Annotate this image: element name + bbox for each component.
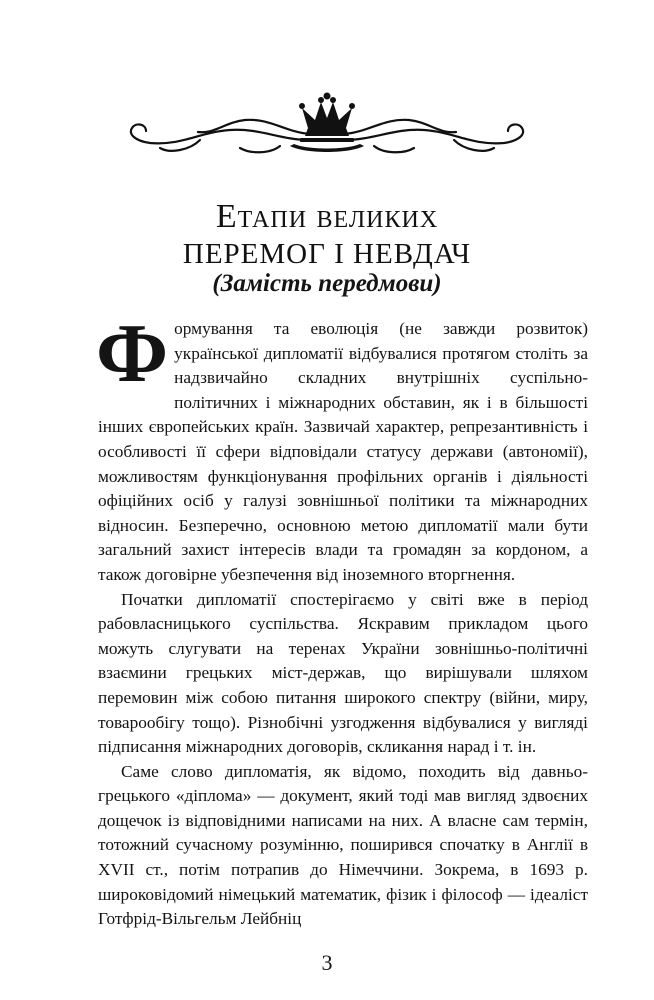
paragraph-1 [96, 307, 588, 588]
paragraph-2: Початки дипломатії спостерігаємо у світі вже в період рабовласницького суспільства. Яскравим прикладом цього можуть слугувати на теренах України зовнішньо-політичні взаємини грецьких міст-держав, що вирішували шляхом перемовин між собою питання широкого спектру (війни, миру, товарообігу тощо). Різнобічні узгодження відбувалися у вигляді підписання міжнародних договорів, скликання нарад і т. ін. [98, 589, 588, 757]
chapter-title-line-2: ПЕРЕМОГ І НЕВДАЧ [182, 238, 472, 270]
page-number: 3 [321, 950, 333, 975]
paragraph-1-text: ормування та еволюція (не завжди розвиток) української дипломатії відбувалися протягом століть за надзвичайно складних внутрішніх суспільно-політичних і міжнародних обставин, як і в більшості інших європейських країн. Зазвичай характер, репрезантивність і особливості її сфери відповідали статусу держави (автономії), можливостям функціонування профільних органів і діяльності офіційних осіб у галузі зовнішньої політики та міжнародних відносин. Безперечно, основною метою дипломатії мали бути загальний захист інтересів влади та громадян за кордоном, а також договірне убезпечення від іноземного вторгнення. [98, 319, 588, 584]
crown-scroll-ornament-icon [120, 88, 534, 168]
chapter-title-line-1: Етапи великих [215, 198, 439, 235]
chapter-subtitle: (Замість передмови) [212, 270, 442, 297]
body-text [96, 307, 588, 932]
paragraph-3: Саме слово дипломатія, як відомо, походить від давньогрецького «діплома» — документ, який тоді мав вигляд здвоєних дощечок із відповідними написами на них. А власне сам термін, тотожний сучасному розумінню, поширився спочатку в Англії в XVII ст., потім потрапив до Німеччини. Зокрема, в 1693 р. широковідомий німецький математик, фізик і філософ — ідеаліст Готфрід-Вільгельм Лейбніц [98, 761, 588, 929]
drop-cap: Ф [96, 307, 169, 400]
